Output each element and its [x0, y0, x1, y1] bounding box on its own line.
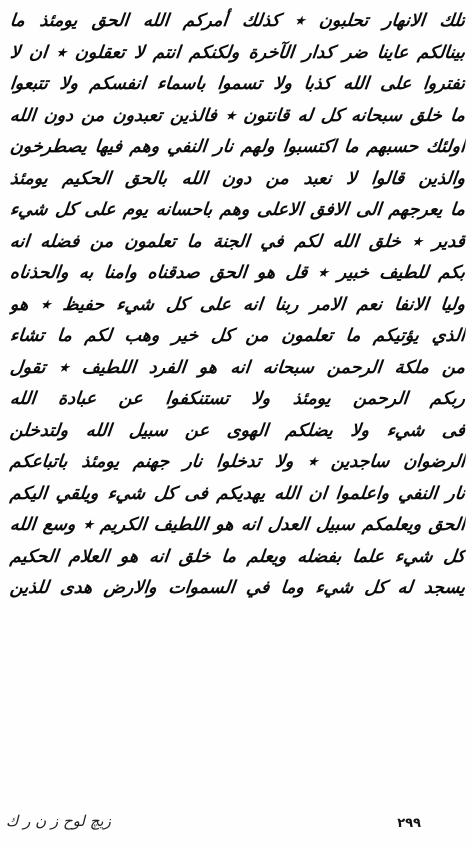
page-number: ٢٩٩ [397, 816, 421, 831]
manuscript-line: الحق ويعلمكم سبيل العدل انه هو اللطيف الكريم ٭ وسع الله [9, 515, 467, 535]
manuscript-line: قدير ٭ خلق الله لكم في الجنة ما تعلمون من فضله انه [9, 231, 467, 252]
manuscript-line: اولئك حسبهم ما اكتسبوا ولهم نار النفي وهم فيها يصطرخون [9, 137, 467, 157]
manuscript-line: يسجد له كل شيء وما في السموات والارض هدى للذين [9, 578, 467, 598]
manuscript-line: والذين قالوا لا نعبد من دون الله بالحق الحكيم يومئذ [9, 168, 467, 189]
manuscript-line: ما يعرجهم الى الافق الاعلى وهم باحسانه يوم على كل شيء [9, 200, 467, 220]
manuscript-line: بكم للطيف خبير ٭ قل هو الحق صدقناه وامنا به والحذناه [9, 263, 467, 283]
manuscript-line: من ملكة الرحمن سبحانه انه هو الفرد اللطيف ٭ تقول [9, 357, 467, 378]
manuscript-line: وليا الانفا نعم الامر ربنا انه على كل شيء حفيظ ٭ هو [9, 294, 467, 315]
manuscript-line: الذي يؤتيكم ما تعلمون من كل خير وهب لكم ما تشاء [9, 326, 467, 346]
manuscript-line: نار النفي واعلموا ان الله يهديكم فى كل شيء ويلقي اليكم [9, 483, 467, 504]
manuscript-line: تفتروا على الله كذبا ولا تسموا باسماء انفسكم ولا تتبعوا [9, 74, 467, 94]
manuscript-line: بينالكم عاينا ضر كدار الآخرة ولكنكم انتم لا تعقلون ٭ ان لا [9, 42, 467, 63]
manuscript-line: كل شيء علما بفضله ويعلم ما خلق انه هو العلام الحكيم [9, 546, 467, 567]
manuscript-line: ربكم الرحمن يومئذ ولا تستنكفوا عن عبادة الله [9, 389, 467, 409]
footer-note: زيچ لوح ز ن ر ك [6, 812, 111, 830]
manuscript-line: ما خلق سبحانه كل له قانتون ٭ فالذين تعبدون من دون الله [9, 105, 467, 126]
manuscript-line: تلك الانهار تحلبون ٭ كذلك أمركم الله الحق يومئذ ما [9, 11, 467, 31]
manuscript-body [10, 6, 465, 806]
manuscript-line: الرضوان ساجدين ٭ ولا تدخلوا نار جهنم يومئذ باتباعكم [9, 452, 467, 472]
manuscript-line: فى شيء ولا يضلكم الهوى عن سبيل الله ولتدخلن [9, 420, 467, 441]
